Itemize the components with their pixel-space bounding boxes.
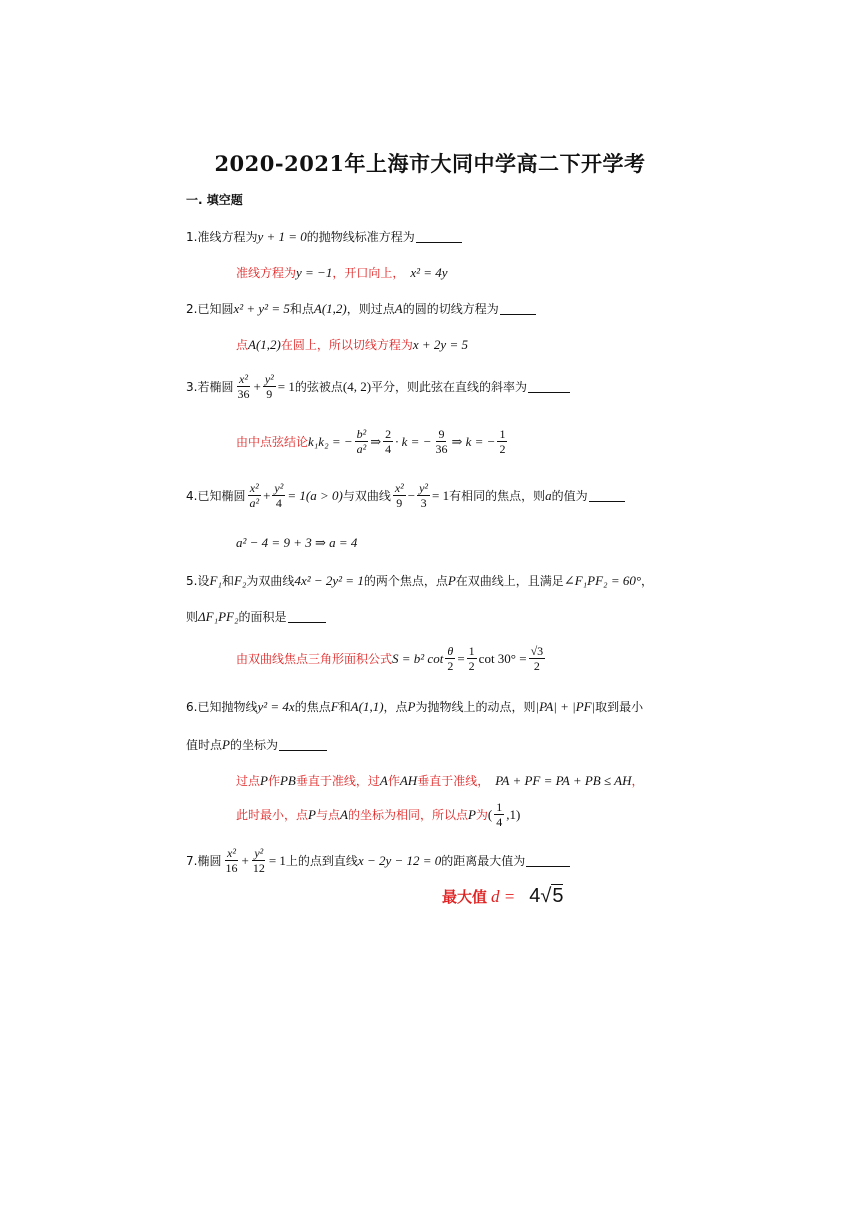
question-text: 在双曲线上，且满足 xyxy=(455,574,564,588)
question-number: 3. xyxy=(186,379,198,394)
question-text: 则 xyxy=(186,610,199,624)
question-text: 的圆的切线方程为 xyxy=(402,302,499,316)
fraction: $\frac{9}{36}$ xyxy=(435,427,448,456)
answer-text: ，开口向上， xyxy=(332,266,405,280)
math-expression: P xyxy=(308,806,316,822)
question-text: 值时点 xyxy=(186,738,223,752)
answer-text: 点 xyxy=(236,338,249,352)
answer-5 xyxy=(236,644,547,673)
question-text: 上的点到直线 xyxy=(285,854,358,868)
question-text: 平分，则此弦在直线的斜率为 xyxy=(371,380,528,394)
answer-6-cont xyxy=(236,800,520,829)
question-text: 已知抛物线 xyxy=(197,700,258,714)
math-expression: k₁k₂ = − xyxy=(308,433,353,449)
fraction: $\frac{\text{x²}}{16}$ xyxy=(225,846,238,875)
question-text: ，点 xyxy=(383,700,408,714)
answer-text: ， xyxy=(631,774,644,788)
math-expression: x² = 4y xyxy=(410,264,448,280)
section-heading: 一. 填空题 xyxy=(186,193,243,207)
math-expression: A xyxy=(394,300,403,316)
answer-4 xyxy=(236,535,357,551)
answer-7 xyxy=(442,885,563,908)
math-expression: = 1 xyxy=(277,378,295,394)
math-expression: 4x² − 2y² = 1 xyxy=(294,572,364,588)
question-text: ， xyxy=(641,574,654,588)
question-text: 有相同的焦点，则 xyxy=(449,489,546,503)
answer-text: 由中点弦结论 xyxy=(236,435,309,449)
question-text: 已知圆 xyxy=(197,302,234,316)
answer-text: 的坐标为相同，所以点 xyxy=(347,808,468,822)
question-4 xyxy=(186,481,625,510)
answer-blank xyxy=(279,738,327,751)
math-expression: = 1 xyxy=(268,852,286,868)
answer-text: 作 xyxy=(267,774,280,788)
math-expression: d = xyxy=(491,886,516,906)
fraction: $\frac{\text{y²}}{4}$ xyxy=(274,481,284,510)
answer-blank xyxy=(500,302,536,315)
fraction: $\frac{2}{4}$ xyxy=(385,427,392,456)
question-text: 设 xyxy=(197,574,210,588)
math-expression: P xyxy=(447,572,456,588)
question-text: 和 xyxy=(221,574,234,588)
math-expression: ( xyxy=(487,806,493,822)
math-expression: A xyxy=(379,772,388,788)
math-expression: PA + PF = PA + PB ≤ AH xyxy=(495,772,632,788)
math-expression: x² + y² = 5 xyxy=(233,300,290,316)
answer-text: 在圆上，所以切线方程为 xyxy=(280,338,413,352)
question-text: 的弦被点 xyxy=(294,380,343,394)
math-operator: + xyxy=(263,487,271,503)
math-expression: ΔF₁PF₂ xyxy=(198,608,239,624)
math-expression: F₁ xyxy=(209,572,222,588)
math-expression: P xyxy=(407,698,416,714)
answer-text: 作 xyxy=(387,774,400,788)
question-5 xyxy=(186,572,653,589)
math-expression: ⇒ xyxy=(370,433,382,449)
math-expression: ∠F₁PF₂ = 60° xyxy=(563,572,642,588)
math-operator: + xyxy=(253,378,261,394)
answer-text: 与点 xyxy=(315,808,340,822)
fraction: $\frac{\theta}{2}$ xyxy=(447,644,454,673)
math-expression: PB xyxy=(279,772,296,788)
math-expression: P xyxy=(467,806,476,822)
question-number: 4. xyxy=(186,488,198,503)
math-expression: P xyxy=(260,772,268,788)
math-expression: A(1,1) xyxy=(350,698,384,714)
answer-blank xyxy=(528,380,570,393)
question-6 xyxy=(186,698,643,715)
math-expression: S = b² cot xyxy=(392,650,444,666)
math-operator: − xyxy=(407,487,416,503)
fraction: $\frac{1}{2}$ xyxy=(499,427,506,456)
answer-value: 4√5 xyxy=(529,885,564,907)
math-expression: y² = 4x xyxy=(257,698,295,714)
fraction: $\frac{\text{y²}}{12}$ xyxy=(252,846,265,875)
fraction: $\frac{\text{y²}}{9}$ xyxy=(264,372,274,401)
fraction: $\frac{\text{x²}}{9}$ xyxy=(394,481,404,510)
question-text: 的面积是 xyxy=(238,610,287,624)
math-expression: F₂ xyxy=(233,572,247,588)
question-text: 的抛物线标准方程为 xyxy=(306,230,415,244)
math-expression: A(1,2) xyxy=(248,336,281,352)
question-text: 与双曲线 xyxy=(342,489,391,503)
question-text: 准线方程为 xyxy=(197,230,258,244)
question-number: 7. xyxy=(186,853,198,868)
answer-3 xyxy=(236,427,509,456)
question-1 xyxy=(186,228,462,245)
page-title: 2020-2021年上海市大同中学高二下开学考 xyxy=(214,151,646,176)
math-expression: ,1) xyxy=(506,806,521,822)
math-expression: AH xyxy=(399,772,418,788)
math-expression: P xyxy=(222,736,230,752)
math-expression: = 1(a > 0) xyxy=(287,487,343,503)
math-expression: = 1 xyxy=(432,487,450,503)
math-expression: ⇒ k = − xyxy=(451,433,496,449)
question-text: 取到最小 xyxy=(595,700,644,714)
math-expression: a xyxy=(545,487,552,503)
answer-text: 垂直于准线，过 xyxy=(295,774,380,788)
question-text: 的值为 xyxy=(551,489,588,503)
fraction: $\frac{\text{x²}}{\text{a²}}$ xyxy=(249,481,260,510)
fraction: $\frac{\text{b²}}{\text{a²}}$ xyxy=(356,427,367,456)
math-expression: x − 2y − 12 = 0 xyxy=(357,852,442,868)
question-5-cont xyxy=(186,608,326,625)
answer-blank xyxy=(526,854,570,867)
fraction: $\frac{√3}{2}$ xyxy=(530,644,544,673)
math-expression: cot 30° = xyxy=(478,650,527,666)
question-text: 若椭圆 xyxy=(197,380,234,394)
answer-text: 此时最小，点 xyxy=(236,808,309,822)
answer-1 xyxy=(236,264,448,281)
answer-6 xyxy=(236,772,644,789)
question-text: 的坐标为 xyxy=(229,738,278,752)
math-expression: y = −1 xyxy=(296,264,333,280)
math-operator: + xyxy=(241,852,249,868)
fraction: $\frac{\text{y²}}{3}$ xyxy=(419,481,429,510)
question-text: 为抛物线上的动点，则 xyxy=(415,700,536,714)
math-expression: x + 2y = 5 xyxy=(412,336,468,352)
question-2 xyxy=(186,300,536,317)
answer-text: 过点 xyxy=(236,774,261,788)
question-7 xyxy=(186,846,570,875)
question-text: 的距离最大值为 xyxy=(441,854,526,868)
question-3 xyxy=(186,372,570,401)
question-number: 1. xyxy=(186,229,198,244)
question-number: 5. xyxy=(186,573,198,588)
fraction: $\frac{\text{x²}}{36}$ xyxy=(237,372,250,401)
question-text: 和点 xyxy=(289,302,314,316)
math-expression: |PA| + |PF| xyxy=(535,698,596,714)
math-expression: A xyxy=(339,806,348,822)
answer-text: 垂直于准线， xyxy=(417,774,490,788)
question-text: 椭圆 xyxy=(197,854,222,868)
answer-text: 为 xyxy=(475,808,488,822)
answer-blank xyxy=(589,489,625,502)
question-text: 的两个焦点，点 xyxy=(363,574,448,588)
question-text: 已知椭圆 xyxy=(197,489,246,503)
answer-label: 最大值 xyxy=(442,888,488,906)
answer-text: 由双曲线焦点三角形面积公式 xyxy=(236,652,393,666)
math-expression: a² − 4 = 9 + 3 ⇒ a = 4 xyxy=(236,535,358,550)
answer-blank xyxy=(288,610,326,623)
question-text: ，则过点 xyxy=(346,302,395,316)
answer-text: 准线方程为 xyxy=(236,266,297,280)
math-expression: · k = − xyxy=(395,433,432,449)
question-text: 为双曲线 xyxy=(246,574,295,588)
answer-2 xyxy=(236,336,468,353)
math-expression: = xyxy=(457,650,465,666)
question-number: 6. xyxy=(186,699,198,714)
math-expression: y + 1 = 0 xyxy=(257,228,307,244)
question-text: 和 xyxy=(338,700,351,714)
math-expression: A(1,2) xyxy=(313,300,347,316)
math-expression: (4, 2) xyxy=(342,378,372,394)
fraction: $\frac{1}{2}$ xyxy=(468,644,475,673)
fraction: $\frac{1}{4}$ xyxy=(496,800,503,829)
answer-blank xyxy=(416,230,462,243)
question-text: 的焦点 xyxy=(294,700,331,714)
math-expression: F xyxy=(330,698,339,714)
question-6-cont xyxy=(186,736,327,753)
question-number: 2. xyxy=(186,301,198,316)
